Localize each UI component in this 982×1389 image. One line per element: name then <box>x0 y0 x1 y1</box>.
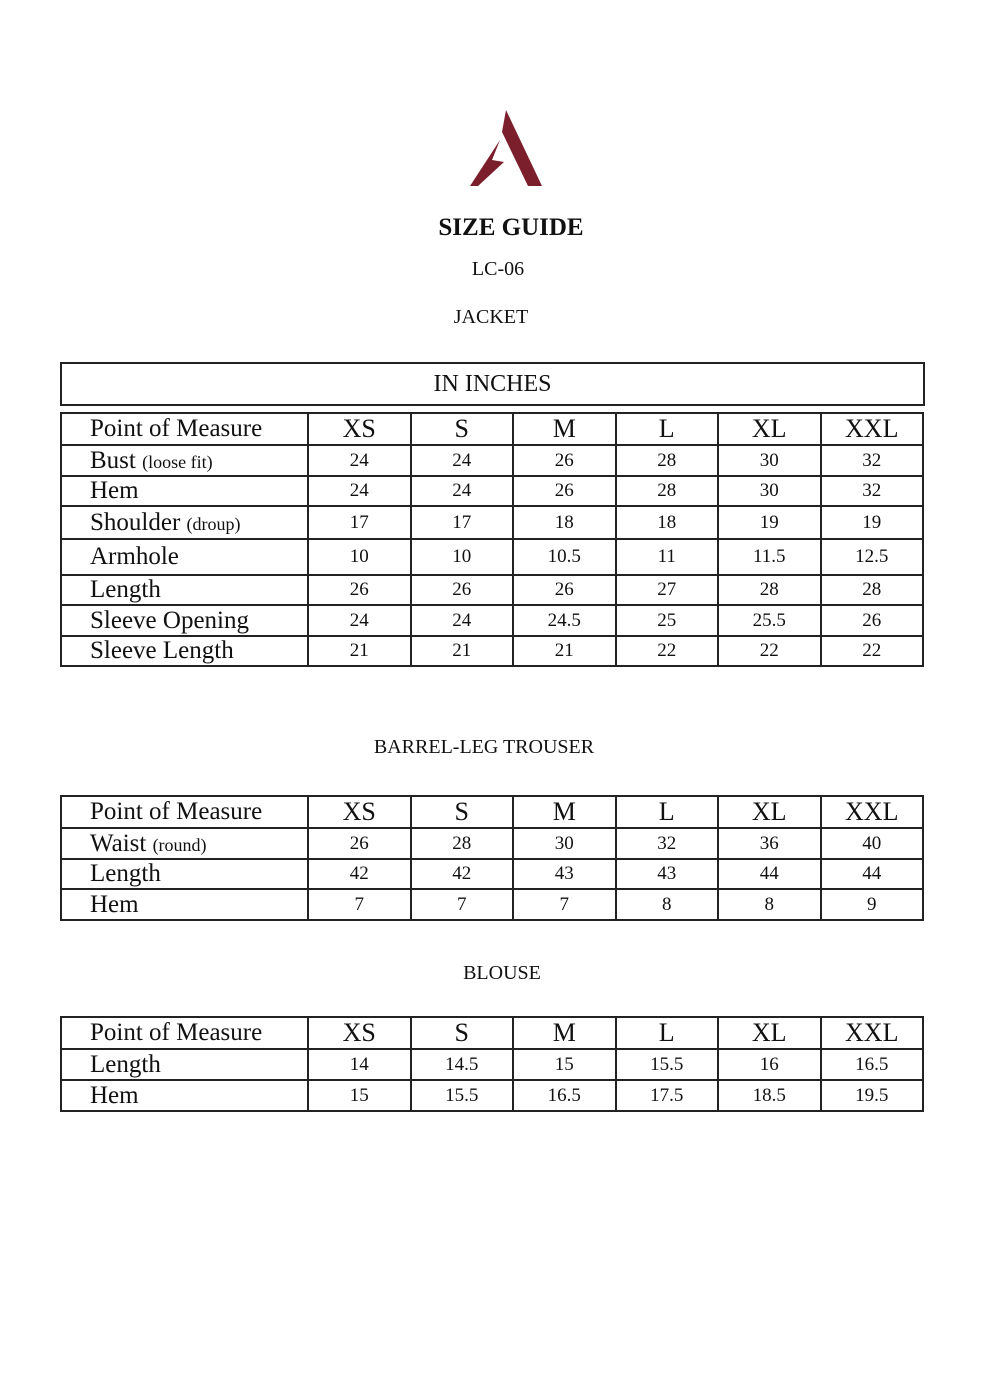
size-header-xxl: XXL <box>821 1017 924 1049</box>
unit-banner: IN INCHES <box>60 362 925 406</box>
measure-value: 15 <box>308 1080 411 1111</box>
measure-value: 8 <box>616 889 719 920</box>
measure-value: 8 <box>718 889 821 920</box>
measure-name: Armhole <box>90 543 179 570</box>
measure-value: 24 <box>411 476 514 506</box>
header-point-of-measure: Point of Measure <box>61 796 308 828</box>
measure-value: 21 <box>513 636 616 666</box>
table-row <box>61 1049 923 1080</box>
measure-value: 17 <box>308 506 411 539</box>
measure-value: 27 <box>616 575 719 605</box>
table-row <box>61 539 923 575</box>
measure-label <box>61 575 308 605</box>
measure-name: Length <box>90 1050 161 1078</box>
measure-value: 19 <box>718 506 821 539</box>
measure-note: (loose fit) <box>142 451 213 472</box>
measure-label <box>61 636 308 666</box>
measure-label <box>61 506 308 539</box>
measure-label <box>61 605 308 636</box>
measure-value: 40 <box>821 828 924 859</box>
table-header-row <box>61 413 923 445</box>
measure-label <box>61 889 308 920</box>
size-header-xl: XL <box>718 1017 821 1049</box>
table-header-row <box>61 796 923 828</box>
measure-value: 32 <box>821 476 924 506</box>
measure-value: 7 <box>513 889 616 920</box>
measure-value: 15.5 <box>616 1049 719 1080</box>
page-title: SIZE GUIDE <box>438 214 584 241</box>
measure-value: 14 <box>308 1049 411 1080</box>
measure-value: 22 <box>821 636 924 666</box>
measure-value: 24 <box>411 605 514 636</box>
measure-label <box>61 1080 308 1111</box>
measure-value: 30 <box>718 476 821 506</box>
measure-value: 10 <box>411 539 514 575</box>
size-header-m: M <box>513 413 616 445</box>
measure-note: (droup) <box>186 513 241 534</box>
measure-label <box>61 539 308 575</box>
measure-value: 26 <box>513 445 616 476</box>
measure-value: 21 <box>308 636 411 666</box>
measure-value: 24.5 <box>513 605 616 636</box>
measure-value: 30 <box>513 828 616 859</box>
table-row <box>61 605 923 636</box>
measure-label <box>61 476 308 506</box>
measure-value: 19 <box>821 506 924 539</box>
size-header-xxl: XXL <box>821 796 924 828</box>
size-header-m: M <box>513 796 616 828</box>
measure-value: 14.5 <box>411 1049 514 1080</box>
measure-value: 24 <box>308 445 411 476</box>
measure-value: 18 <box>513 506 616 539</box>
size-header-l: L <box>616 1017 719 1049</box>
trouser-size-table <box>60 795 924 921</box>
measure-name: Hem <box>90 477 139 504</box>
measure-value: 16.5 <box>513 1080 616 1111</box>
measure-value: 24 <box>308 605 411 636</box>
table-row <box>61 445 923 476</box>
size-header-m: M <box>513 1017 616 1049</box>
measure-name: Shoulder <box>90 508 181 536</box>
measure-value: 7 <box>308 889 411 920</box>
table-row <box>61 636 923 666</box>
measure-value: 24 <box>411 445 514 476</box>
measure-value: 12.5 <box>821 539 924 575</box>
size-header-xs: XS <box>308 413 411 445</box>
size-header-l: L <box>616 413 719 445</box>
measure-value: 32 <box>616 828 719 859</box>
trouser-section-title: BARREL-LEG TROUSER <box>373 736 595 758</box>
measure-value: 25.5 <box>718 605 821 636</box>
measure-value: 15.5 <box>411 1080 514 1111</box>
measure-value: 15 <box>513 1049 616 1080</box>
table-row <box>61 476 923 506</box>
measure-value: 16.5 <box>821 1049 924 1080</box>
table-row <box>61 859 923 889</box>
measure-name: Waist <box>90 829 147 857</box>
size-header-xxl: XXL <box>821 413 924 445</box>
measure-value: 28 <box>411 828 514 859</box>
measure-value: 43 <box>616 859 719 889</box>
measure-value: 42 <box>308 859 411 889</box>
size-header-xl: XL <box>718 413 821 445</box>
measure-value: 26 <box>411 575 514 605</box>
measure-name: Length <box>90 860 161 887</box>
measure-value: 32 <box>821 445 924 476</box>
measure-name: Bust <box>90 446 136 474</box>
measure-value: 28 <box>718 575 821 605</box>
table-row <box>61 828 923 859</box>
blouse-section-title: BLOUSE <box>463 962 541 984</box>
jacket-section-title: JACKET <box>453 306 529 328</box>
measure-value: 28 <box>616 476 719 506</box>
measure-name: Hem <box>90 890 139 918</box>
jacket-size-table <box>60 412 924 667</box>
product-code: LC-06 <box>471 258 525 280</box>
size-header-xl: XL <box>718 796 821 828</box>
measure-name: Sleeve Opening <box>90 606 249 634</box>
blouse-size-table <box>60 1016 924 1112</box>
measure-value: 30 <box>718 445 821 476</box>
header-point-of-measure: Point of Measure <box>61 413 308 445</box>
measure-value: 28 <box>821 575 924 605</box>
measure-value: 43 <box>513 859 616 889</box>
measure-label <box>61 445 308 476</box>
measure-value: 19.5 <box>821 1080 924 1111</box>
measure-value: 7 <box>411 889 514 920</box>
measure-value: 22 <box>718 636 821 666</box>
measure-value: 21 <box>411 636 514 666</box>
measure-label <box>61 828 308 859</box>
table-row <box>61 506 923 539</box>
measure-value: 44 <box>718 859 821 889</box>
measure-value: 44 <box>821 859 924 889</box>
size-header-s: S <box>411 796 514 828</box>
measure-label <box>61 859 308 889</box>
measure-value: 18 <box>616 506 719 539</box>
measure-value: 26 <box>308 575 411 605</box>
table-row <box>61 1080 923 1111</box>
measure-value: 28 <box>616 445 719 476</box>
measure-value: 26 <box>308 828 411 859</box>
measure-value: 42 <box>411 859 514 889</box>
measure-value: 36 <box>718 828 821 859</box>
measure-value: 26 <box>513 476 616 506</box>
measure-value: 10.5 <box>513 539 616 575</box>
measure-value: 24 <box>308 476 411 506</box>
header-point-of-measure: Point of Measure <box>61 1017 308 1049</box>
measure-value: 25 <box>616 605 719 636</box>
measure-value: 18.5 <box>718 1080 821 1111</box>
table-header-row <box>61 1017 923 1049</box>
measure-name: Hem <box>90 1081 139 1109</box>
measure-value: 11 <box>616 539 719 575</box>
size-header-xs: XS <box>308 1017 411 1049</box>
measure-value: 11.5 <box>718 539 821 575</box>
measure-value: 17.5 <box>616 1080 719 1111</box>
table-row <box>61 889 923 920</box>
measure-name: Sleeve Length <box>90 637 234 664</box>
table-row <box>61 575 923 605</box>
measure-value: 26 <box>821 605 924 636</box>
measure-value: 22 <box>616 636 719 666</box>
measure-value: 26 <box>513 575 616 605</box>
measure-value: 9 <box>821 889 924 920</box>
measure-note: (round) <box>152 834 207 855</box>
measure-value: 10 <box>308 539 411 575</box>
measure-value: 16 <box>718 1049 821 1080</box>
size-header-l: L <box>616 796 719 828</box>
measure-name: Length <box>90 576 161 603</box>
size-header-s: S <box>411 413 514 445</box>
measure-value: 17 <box>411 506 514 539</box>
brand-logo-icon <box>470 110 542 188</box>
size-header-xs: XS <box>308 796 411 828</box>
measure-label <box>61 1049 308 1080</box>
size-header-s: S <box>411 1017 514 1049</box>
